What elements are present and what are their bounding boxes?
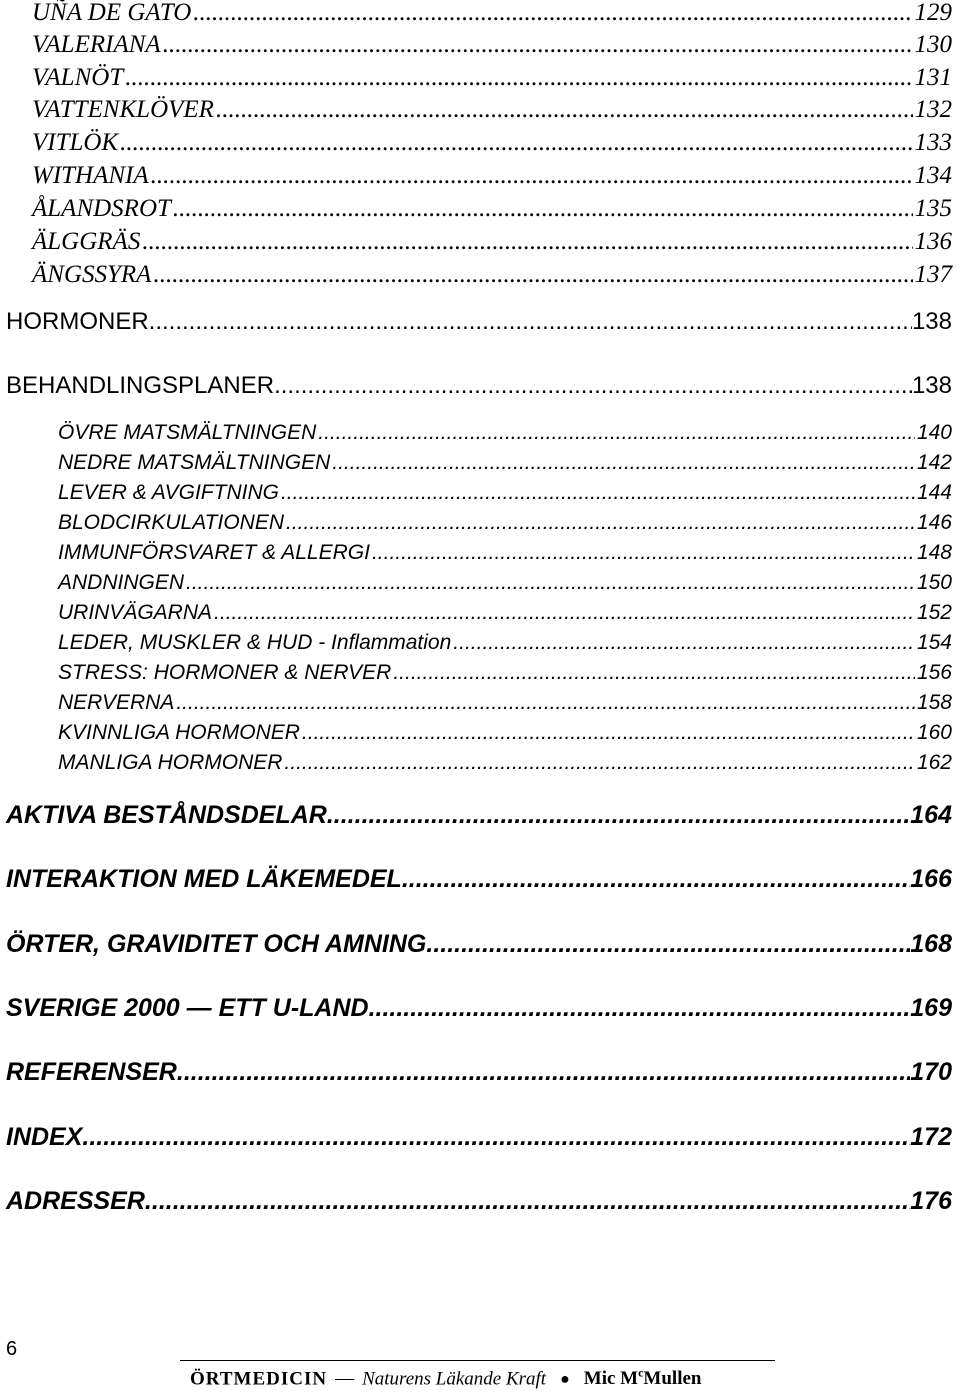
toc-entry[interactable] <box>58 418 952 448</box>
toc-entry[interactable] <box>32 61 952 94</box>
toc-leader-dots <box>149 306 912 338</box>
toc-entry[interactable] <box>32 192 952 225</box>
toc-entry[interactable] <box>58 568 952 598</box>
toc-leader-dots <box>453 628 915 658</box>
toc-entry-label: VALERIANA <box>32 31 161 58</box>
toc-entry-label: BLODCIRKULATIONEN <box>58 511 284 534</box>
toc-entry[interactable] <box>6 1185 952 1217</box>
toc-entry-page: 168 <box>910 930 952 958</box>
toc-entry-label: SVERIGE 2000 — ETT U-LAND <box>6 994 369 1022</box>
toc-entry[interactable] <box>58 598 952 628</box>
toc-entry[interactable] <box>6 1121 952 1153</box>
toc-leader-dots <box>327 799 910 831</box>
toc-leader-dots <box>216 93 913 126</box>
toc-entry-page: 166 <box>910 865 952 893</box>
toc-entry-page: 146 <box>916 511 952 534</box>
toc-entry-page: 170 <box>910 1058 952 1086</box>
toc-leader-dots <box>176 688 915 718</box>
toc-entry-page: 162 <box>916 751 952 774</box>
toc-entry[interactable] <box>32 28 952 61</box>
toc-leader-dots <box>286 508 915 538</box>
toc-entry[interactable] <box>58 688 952 718</box>
toc-leader-dots <box>318 418 915 448</box>
toc-entry[interactable] <box>32 258 952 291</box>
toc-entry[interactable] <box>32 225 952 258</box>
toc-leader-dots <box>145 1185 910 1217</box>
toc-entry-label: INTERAKTION MED LÄKEMEDEL <box>6 865 402 893</box>
toc-leader-dots <box>82 1121 910 1153</box>
toc-entry[interactable] <box>32 126 952 159</box>
toc-entry-label: WITHANIA <box>32 162 149 189</box>
toc-entry-page: 142 <box>916 451 952 474</box>
toc-entry-label: ÄLGGRÄS <box>32 228 141 255</box>
toc-entry-label: INDEX <box>6 1123 83 1151</box>
toc-entry[interactable] <box>6 1056 952 1088</box>
toc-entry[interactable] <box>58 658 952 688</box>
toc-entry-page: 137 <box>914 261 952 288</box>
toc-entry[interactable] <box>58 748 952 778</box>
toc-entry[interactable] <box>58 508 952 538</box>
footer <box>190 1366 701 1390</box>
toc-entry[interactable] <box>32 0 952 29</box>
toc-entry-page: 138 <box>911 308 952 335</box>
toc-entry-label: HORMONER <box>6 308 149 335</box>
footer-author: Mic $M^cMullen$ <box>583 1366 702 1390</box>
toc-entry-page: 160 <box>916 721 952 744</box>
footer-dash: — <box>335 1368 355 1390</box>
toc-entry-page: 134 <box>914 162 952 189</box>
toc-entry-page: 133 <box>914 129 952 156</box>
toc-leader-dots <box>142 225 912 258</box>
toc-entry-label: LEDER, MUSKLER & HUD - Inflammation <box>58 631 452 654</box>
toc-entry-page: 130 <box>914 31 952 58</box>
toc-leader-dots <box>284 748 915 778</box>
footer-brand: ÖRTMEDICIN <box>190 1368 328 1390</box>
toc-entry[interactable] <box>6 863 952 895</box>
toc-entry-label: NERVERNA <box>58 691 175 714</box>
toc-leader-dots <box>153 258 912 291</box>
toc-entry-page: 164 <box>910 801 952 829</box>
toc-leader-dots <box>393 658 915 688</box>
toc-entry[interactable] <box>6 306 952 338</box>
toc-entry-label: REFERENSER <box>6 1058 177 1086</box>
toc-entry-label: IMMUNFÖRSVARET & ALLERGI <box>58 541 370 564</box>
toc-entry-page: 131 <box>914 64 952 91</box>
toc-entry-page: 156 <box>916 661 952 684</box>
toc-leader-dots <box>173 192 913 225</box>
toc-entry-page: 154 <box>916 631 952 654</box>
toc-entry[interactable] <box>58 448 952 478</box>
toc-entry-page: 148 <box>916 541 952 564</box>
toc-entry[interactable] <box>58 628 952 658</box>
toc-leader-dots <box>302 718 915 748</box>
toc-entry-label: ADRESSER <box>6 1187 145 1215</box>
toc-entry-label: ÖVRE MATSMÄLTNINGEN <box>58 421 317 444</box>
toc-leader-dots <box>426 928 910 960</box>
toc-entry[interactable] <box>6 799 952 831</box>
toc-leader-dots <box>193 0 912 29</box>
toc-entry-label: KVINNLIGA HORMONER <box>58 721 300 744</box>
toc-entry-label: VATTENKLÖVER <box>32 96 214 123</box>
toc-entry-label: ÄNGSSYRA <box>32 261 152 288</box>
footer-bullet: ● <box>560 1371 570 1389</box>
toc-entry-page: 136 <box>914 228 952 255</box>
toc-entry[interactable] <box>58 538 952 568</box>
toc-entry-page: 129 <box>914 0 952 26</box>
toc-entry-page: 158 <box>916 691 952 714</box>
toc-leader-dots <box>274 370 912 402</box>
page-number: 6 <box>6 1338 18 1360</box>
toc-leader-dots <box>402 863 910 895</box>
toc-leader-dots <box>214 598 915 628</box>
toc-entry[interactable] <box>58 718 952 748</box>
toc-entry[interactable] <box>6 992 952 1024</box>
toc-entry-label: AKTIVA BESTÅNDSDELAR <box>6 801 327 829</box>
toc-entry-page: 138 <box>911 372 952 399</box>
toc-leader-dots <box>372 538 915 568</box>
toc-entry[interactable] <box>32 93 952 126</box>
toc-entry[interactable] <box>32 159 952 192</box>
toc-leader-dots <box>151 159 913 192</box>
toc-leader-dots <box>332 448 915 478</box>
toc-entry-page: 172 <box>910 1123 952 1151</box>
toc-entry-page: 135 <box>914 195 952 222</box>
footer-rule <box>180 1360 775 1361</box>
toc-entry-label: VITLÖK <box>32 129 119 156</box>
toc-entry-label: STRESS: HORMONER & NERVER <box>58 661 392 684</box>
toc-entry-label: ÖRTER, GRAVIDITET OCH AMNING <box>6 930 427 958</box>
toc-entry-page: 132 <box>914 96 952 123</box>
toc-entry-label: LEVER & AVGIFTNING <box>58 481 279 504</box>
toc-entry-page: 176 <box>910 1187 952 1215</box>
toc-entry-label: VALNÖT <box>32 64 124 91</box>
toc-entry-label: NEDRE MATSMÄLTNINGEN <box>58 451 331 474</box>
toc-entry-label: UÑA DE GATO <box>32 0 192 26</box>
toc-leader-dots <box>177 1056 910 1088</box>
toc-entry-label: ANDNINGEN <box>58 571 185 594</box>
toc-entry-page: 150 <box>916 571 952 594</box>
toc-entry-label: MANLIGA HORMONER <box>58 751 283 774</box>
toc-entry-page: 152 <box>916 601 952 624</box>
toc-entry-label: BEHANDLINGSPLANER <box>6 372 275 399</box>
toc-entry[interactable] <box>58 478 952 508</box>
toc-entry[interactable] <box>6 370 952 402</box>
toc-leader-dots <box>369 992 911 1024</box>
toc-entry-page: 144 <box>916 481 952 504</box>
toc-leader-dots <box>281 478 915 508</box>
toc-entry-label: URINVÄGARNA <box>58 601 213 624</box>
footer-subtitle: Naturens Läkande Kraft <box>362 1368 547 1390</box>
toc-entry-page: 140 <box>916 421 952 444</box>
toc-leader-dots <box>120 126 912 159</box>
toc-leader-dots <box>186 568 915 598</box>
toc-entry[interactable] <box>6 928 952 960</box>
toc-leader-dots <box>125 61 912 94</box>
toc-leader-dots <box>163 28 913 61</box>
toc-entry-page: 169 <box>910 994 952 1022</box>
toc-entry-label: ÅLANDSROT <box>32 195 171 222</box>
